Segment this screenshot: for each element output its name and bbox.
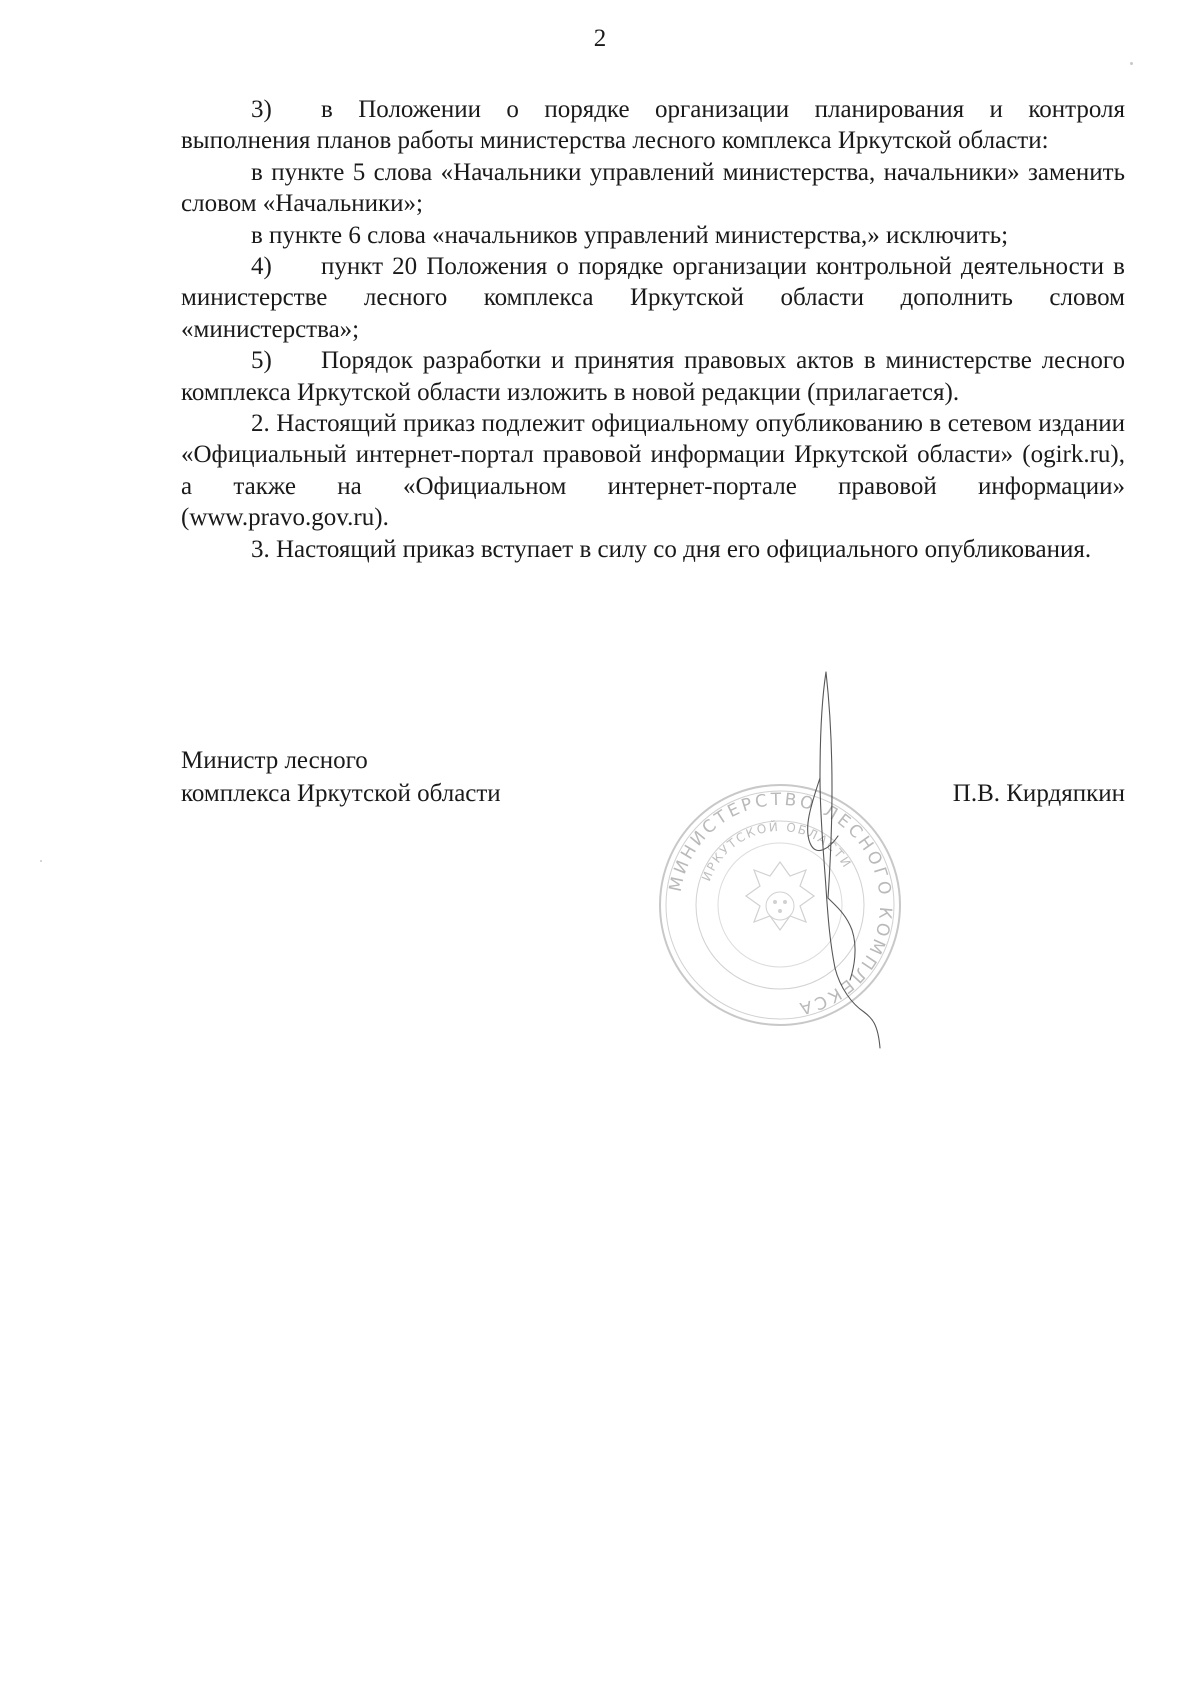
list-item-text: Порядок разработки и принятия правовых актов в министерстве лесного комплекса Иркутской области изложить в новой редакции (прилагается).: [181, 347, 1125, 406]
seal-outer-text: МИНИСТЕРСТВО ЛЕСНОГО КОМПЛЕКСА: [665, 789, 896, 1019]
seal-inner-text: ИРКУТСКОЙ ОБЛАСТИ: [699, 819, 855, 884]
handwritten-signature: [780, 668, 890, 1058]
page-number: 2: [593, 25, 607, 52]
paragraph-entry-into-force: 3. Настоящий приказ вступает в силу со дня его официального опубликования.: [251, 535, 1092, 563]
document-body: [181, 94, 1125, 565]
position-line-2: комплекса Иркутской области: [181, 780, 501, 807]
paragraph-point-6: в пункте 6 слова «начальников управлений министерства,» исключить;: [251, 221, 1009, 249]
list-item-3: [181, 94, 1125, 157]
list-item-5: [181, 345, 1125, 408]
signatory-position: [181, 744, 501, 810]
list-item-number: 4): [251, 253, 272, 281]
list-item-text: в Положении о порядке организации планирования и контроля выполнения планов работы министерства лесного комплекса Иркутской области:: [181, 96, 1125, 155]
position-line-1: Министр лесного: [181, 747, 368, 774]
scan-speck: [1130, 62, 1133, 65]
list-item-number: 3): [251, 96, 272, 123]
signatory-name: П.В. Кирдяпкин: [952, 780, 1125, 807]
list-item-text: пункт 20 Положения о порядке организации контрольной деятельности в министерстве лесного комплекса Иркутской области дополнить словом «министерства»;: [181, 253, 1125, 343]
paragraph-publication: 2. Настоящий приказ подлежит официальному опубликованию в сетевом издании «Официальный интернет-портал правовой информации Иркутской области» (ogirk.ru), а также на «Официальном интернет-портале правовой информации» (www.pravo.gov.ru).: [181, 410, 1125, 532]
paragraph-point-5: в пункте 5 слова «Начальники управлений министерства, начальники» заменить словом «Начальники»;: [181, 158, 1125, 218]
list-item-number: 5): [251, 347, 272, 375]
scan-speck: [40, 860, 42, 862]
list-item-4: [181, 251, 1125, 345]
